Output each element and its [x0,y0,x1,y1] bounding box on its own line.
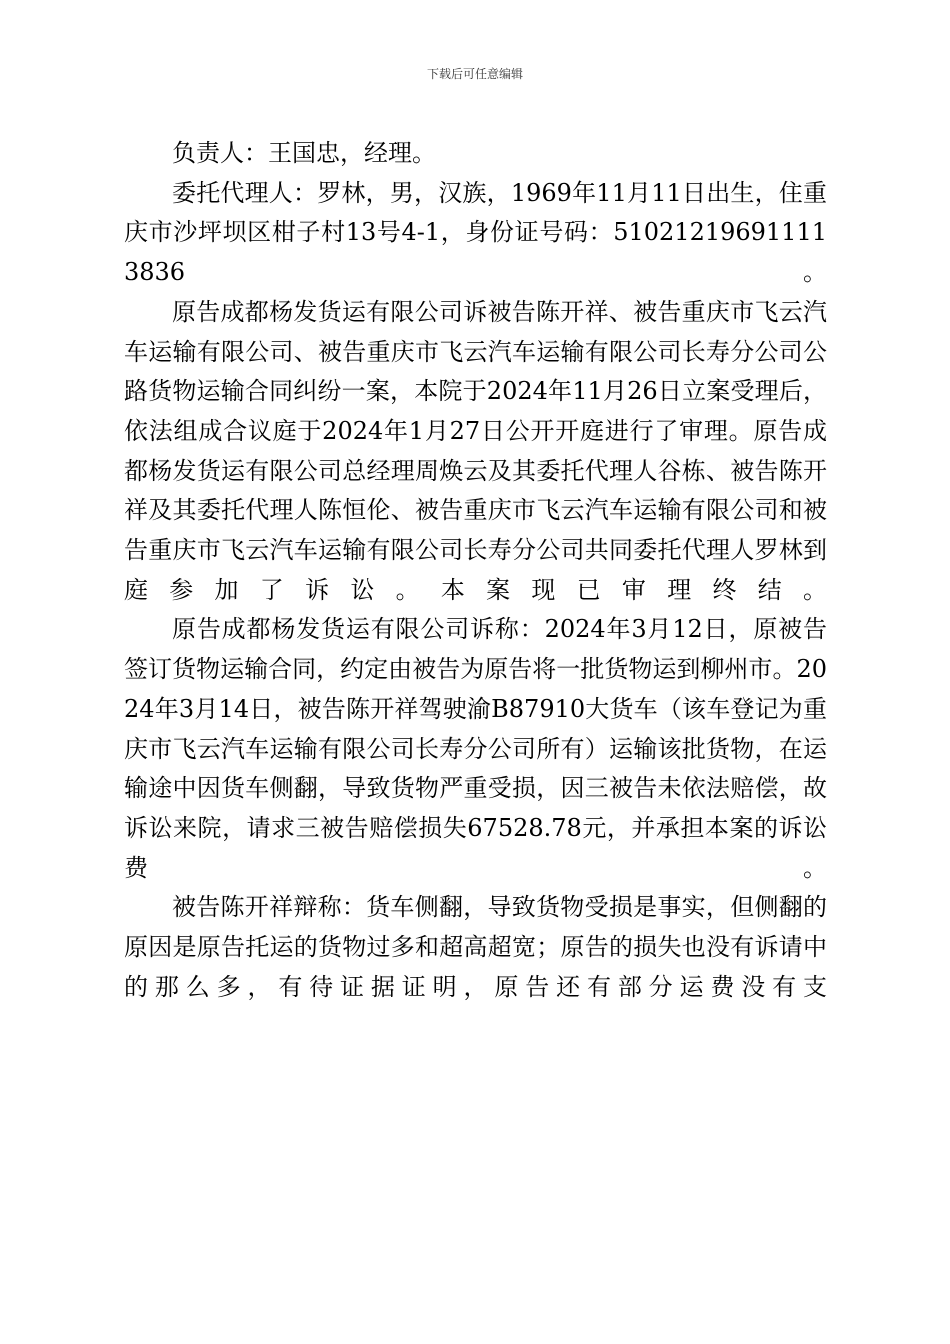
paragraph-plaintiff-claim [124,610,827,888]
text-line: 分公司公路货物运输合同纠纷一案，本院于2024年11月26日 [124,337,827,406]
text-line: 510212196911113836。 [124,218,827,287]
text-line: 原告成都杨发货运有限公司诉被告陈开祥、被告重庆市飞 [172,297,779,326]
text-line: 被告未依法赔偿，故诉讼来院，请求三被告赔偿损失67528.78 [124,774,827,842]
text-line: 委托代理人：罗林，男，汉族，1969年11月11日出生， [172,178,779,207]
text-line: 代理人谷栋、被告陈开祥及其委托代理人陈恒伦、被告重庆市 [124,456,827,525]
text-line: 立案受理后，依法组成合议庭于2024年1月27日公开开庭进 [124,377,828,445]
text-line: 住重庆市沙坪坝区柑子村13号4-1，身份证号码： [124,178,827,247]
text-line: 有诉请中的那么多，有待证据证明，原告还有部分运费没有支 [124,933,827,1001]
text-line: 云汽车运输有限公司、被告重庆市飞云汽车运输有限公司长寿 [124,297,828,366]
paragraph-agent [124,174,827,293]
paragraph-defendant-defense [124,888,827,1007]
paragraph-responsible-person [124,134,827,174]
text-line: 元，并承担本案的诉讼费。 [124,813,828,882]
text-line: 寿分公司共同委托代理人罗林到庭参加了诉讼。本案现已审理 [124,536,827,604]
page-header: 下载后可任意编辑 [426,67,523,81]
text-line: 车登记为重庆市飞云汽车运输有限公司长寿分公司所有）运输 [124,694,827,763]
text-line: 该批货物，在运输途中因货车侧翻，导致货物严重受损，因三 [124,734,827,803]
text-line: 原告成都杨发货运有限公司诉称：2024年3月12日，原被 [172,615,803,644]
text-line: 负责人：王国忠，经理。 [172,139,436,167]
text-line: 告签订货物运输合同，约定由被告为原告将一批货物运到柳州 [124,615,827,684]
text-line: 市。2024年3月14日，被告陈开祥驾驶渝B87910大货车（该 [124,655,827,723]
text-line: 被告陈开祥辩称：货车侧翻，导致货物受损是事实，但侧 [172,893,779,922]
text-line: 行了审理。原告成都杨发货运有限公司总经理周焕云及其委托 [124,416,828,485]
text-line: 翻的原因是原告托运的货物过多和超高超宽；原告的损失也没 [124,893,828,962]
text-line: 终结。 [712,575,828,604]
text-line: 飞云汽车运输有限公司和被告重庆市飞云汽车运输有限公司长 [124,496,827,565]
document-body [124,134,827,1007]
paragraph-case-intro [124,293,827,611]
